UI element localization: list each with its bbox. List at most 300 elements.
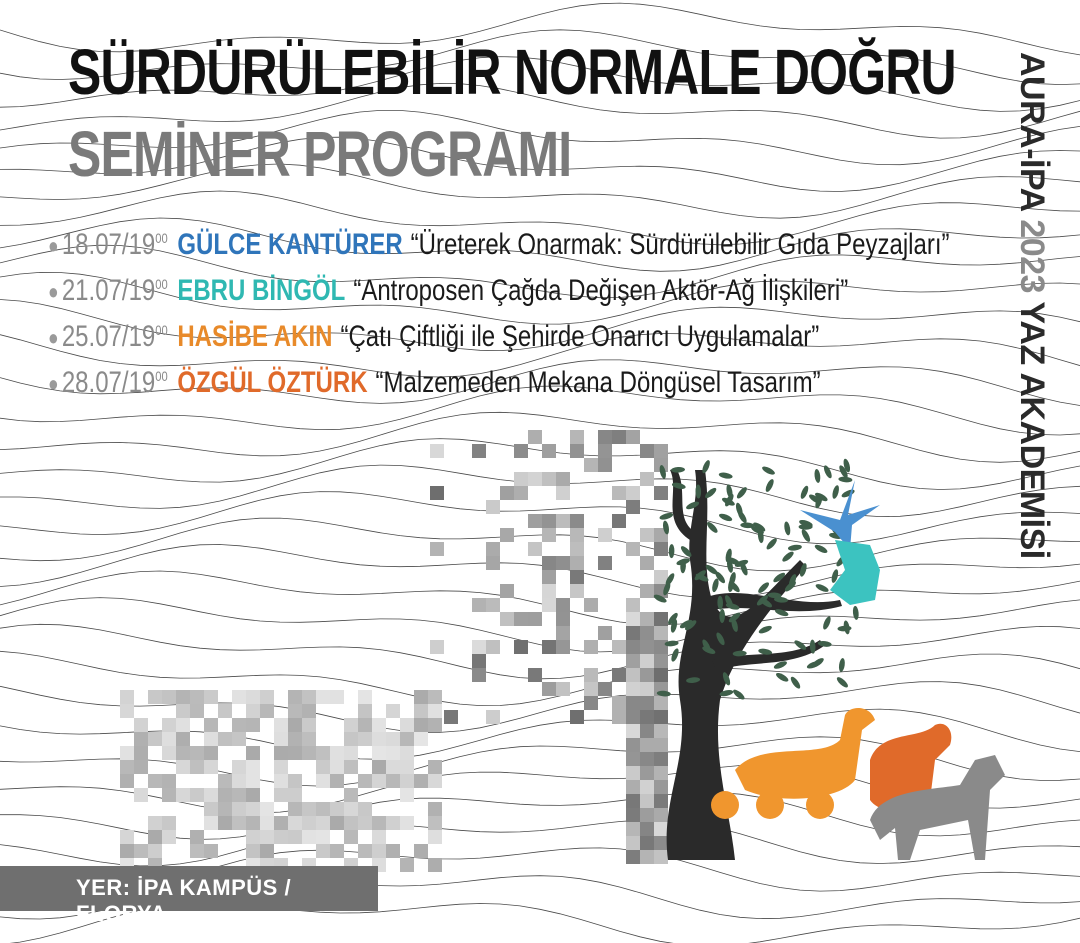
pixel-block [542,640,556,654]
pixel-block [640,738,654,752]
pixel-block [246,774,260,788]
pixel-block [414,690,428,704]
pixel-block [626,724,640,738]
pixel-block [640,472,654,486]
pixel-block [316,774,330,788]
pixel-block [598,458,612,472]
pixel-block [246,816,260,830]
pixel-block [302,746,316,760]
pixel-block [444,710,458,724]
pixel-block [654,570,668,584]
pixel-block [148,830,162,844]
pixel-block [372,732,386,746]
pixel-block [204,718,218,732]
pixel-block [640,640,654,654]
pixel-block [204,690,218,704]
pixel-block [528,542,542,556]
leaf [711,578,720,593]
leaf [765,537,779,551]
pixel-block [556,556,570,570]
pixel-block [514,612,528,626]
leaf [831,485,840,500]
pixel-block [400,858,414,872]
pixel-block [274,816,288,830]
pixel-block [514,640,528,654]
pixel-block [232,774,246,788]
pixel-block [400,774,414,788]
pixel-block [584,598,598,612]
pixel-block [344,718,358,732]
pixel-block [246,760,260,774]
pixel-block [120,774,134,788]
pixel-block [288,746,302,760]
pixel-block [428,690,442,704]
pixel-block [260,704,274,718]
page-subtitle: SEMİNER PROGRAMI [68,118,572,190]
pixel-block [542,528,556,542]
pixel-block [542,444,556,458]
blue-bird-icon [800,480,880,550]
pixel-block [148,690,162,704]
pixel-block [414,774,428,788]
leaf [814,469,821,484]
pixel-block [626,766,640,780]
pixel-block [556,472,570,486]
pixel-block [598,626,612,640]
pixel-block [584,640,598,654]
pixel-block [288,732,302,746]
pixel-block [260,844,274,858]
pixel-block [344,830,358,844]
pixel-block [120,704,134,718]
pixel-block [626,836,640,850]
pixel-block [246,718,260,732]
pixel-block [640,626,654,640]
pixel-block [584,682,598,696]
page-title: SÜRDÜRÜLEBİLİR NORMALE DOĞRU [68,36,956,108]
pixel-block [654,542,668,556]
pixel-block [626,486,640,500]
pixel-block [120,760,134,774]
pixel-block [626,542,640,556]
pixel-block [148,732,162,746]
pixel-block [654,444,668,458]
pixel-block [386,732,400,746]
pixel-block [190,690,204,704]
pixel-block [344,746,358,760]
pixel-block [232,802,246,816]
list-item [48,307,1080,353]
pixel-block [260,816,274,830]
pixel-block [542,682,556,696]
pixel-block [302,732,316,746]
pixel-block [654,612,668,626]
pixel-block [302,718,316,732]
pixel-block [176,732,190,746]
pixel-block [514,444,528,458]
pixel-block [570,584,584,598]
pixel-block [162,816,176,830]
pixel-block [288,690,302,704]
pixel-block [612,514,626,528]
pixel-block [640,836,654,850]
pixel-block [570,528,584,542]
pixel-block [218,774,232,788]
pixel-block [500,584,514,598]
pixel-block [570,514,584,528]
session-speaker: EBRU BİNGÖL [177,274,346,307]
pixel-block [654,752,668,766]
pixel-block [344,732,358,746]
pixel-block [134,760,148,774]
pixel-block [400,746,414,760]
pixel-block [260,690,274,704]
leaf [764,478,775,493]
pixel-block [556,626,570,640]
bullet-icon: ● [48,233,59,259]
pixel-block [260,802,274,816]
pixel-block [232,788,246,802]
leaf [718,512,733,522]
leaf [761,465,776,476]
pixel-block [316,690,330,704]
pixel-block [584,696,598,710]
pixel-block [288,788,302,802]
pixel-block [528,430,542,444]
pixel-block [472,668,486,682]
pixel-block [162,774,176,788]
session-date: 28.07/19 [61,366,156,399]
session-time: 00 [155,322,168,338]
pixel-block [190,746,204,760]
pixel-block [162,746,176,760]
pixel-block [428,802,442,816]
pixel-block [428,774,442,788]
pixel-block [528,668,542,682]
pixel-block [640,556,654,570]
pixel-block [134,732,148,746]
pixel-block [626,654,640,668]
pixel-block [148,774,162,788]
pixel-block [584,458,598,472]
pixel-block [386,774,400,788]
pixel-block [302,830,316,844]
pixel-block [612,430,626,444]
pixel-block [612,696,626,710]
pixel-block [232,732,246,746]
pixel-block [162,788,176,802]
pixel-block [654,794,668,808]
pixel-block [120,830,134,844]
pixel-block [316,816,330,830]
pixel-block [528,612,542,626]
pixel-block [640,766,654,780]
venue-label: YER: İPA KAMPÜS / FLORYA [76,875,292,926]
pixel-block [344,760,358,774]
pixel-block [430,542,444,556]
pixel-block [386,760,400,774]
pixel-block [176,788,190,802]
pixel-block [654,780,668,794]
pixel-block [430,444,444,458]
pixel-block [612,486,626,500]
pixel-block [640,682,654,696]
pixel-block [218,816,232,830]
pixel-block [570,710,584,724]
pixel-block [612,710,626,724]
pixel-block [330,844,344,858]
leaf [815,583,830,594]
pixel-block [640,528,654,542]
pixel-block [330,816,344,830]
pixel-block [288,718,302,732]
leaf [799,524,813,530]
pixel-block [500,528,514,542]
pixel-block [640,794,654,808]
pixel-block [654,654,668,668]
leaf [659,512,674,521]
pixel-block [386,816,400,830]
pixel-block [176,760,190,774]
pixel-block [358,718,372,732]
session-talk: “Malzemeden Mekana Döngüsel Tasarım” [375,366,821,399]
pixel-block [556,514,570,528]
pixel-block [514,486,528,500]
pixel-block [542,598,556,612]
pixel-block [372,760,386,774]
leaf [758,624,773,635]
pixel-block [472,598,486,612]
pixel-block [654,850,668,864]
pixel-block [640,822,654,836]
pixel-block [190,788,204,802]
pixel-block [120,746,134,760]
pixel-block [654,696,668,710]
pixel-block [654,486,668,500]
pixel-block [542,556,556,570]
pixel-block [386,844,400,858]
pixel-block [598,528,612,542]
session-time: 00 [155,368,168,384]
pixelated-animals [120,690,442,872]
pixel-block [232,760,246,774]
pixel-block [260,830,274,844]
pixel-block [400,816,414,830]
pixel-block [162,690,176,704]
pixel-block [120,690,134,704]
pixel-block [486,640,500,654]
pixel-block [626,696,640,710]
session-time: 00 [155,230,168,246]
pixel-block [190,760,204,774]
pixel-block [626,500,640,514]
session-date: 18.07/19 [61,228,156,261]
pixel-block [640,808,654,822]
pixel-block [344,788,358,802]
session-talk: “Çatı Çiftliği ile Şehirde Onarıcı Uygulamalar” [340,320,820,353]
pixel-block [288,704,302,718]
pixel-block [246,830,260,844]
pixel-block [486,598,500,612]
pixel-block [570,556,584,570]
leaf [669,544,675,558]
session-talk: “Üreterek Onarmak: Sürdürülebilir Gıda Peyzajları” [410,228,950,261]
leaf [781,550,795,563]
pixel-block [148,844,162,858]
pixel-block [274,746,288,760]
pixel-block [176,718,190,732]
leaf [799,485,810,500]
leaf [841,488,856,499]
pixel-block [472,444,486,458]
pixel-block [316,830,330,844]
pixel-block [626,794,640,808]
pixel-block [162,718,176,732]
pixelated-tree-half [430,430,668,864]
pixel-block [640,612,654,626]
pixel-block [626,738,640,752]
pixel-block [288,816,302,830]
pixel-block [330,746,344,760]
pixel-block [626,808,640,822]
pixel-block [556,612,570,626]
pixel-block [176,704,190,718]
pixel-block [274,732,288,746]
bullet-icon: ● [48,371,59,397]
pixel-block [640,724,654,738]
pixel-block [570,570,584,584]
venue-banner [0,866,378,926]
pixel-block [654,766,668,780]
pixel-block [176,690,190,704]
pixel-block [486,710,500,724]
pixel-block [570,542,584,556]
pixel-block [316,802,330,816]
pixel-block [288,830,302,844]
pixel-block [246,746,260,760]
pixel-block [428,858,442,872]
pixel-block [626,430,640,444]
pixel-block [204,760,218,774]
pixel-block [134,746,148,760]
pixel-block [514,472,528,486]
session-date: 25.07/19 [61,320,156,353]
pixel-block [528,514,542,528]
pixel-block [414,704,428,718]
pixel-block [414,844,428,858]
pixel-block [316,760,330,774]
pixel-block [626,752,640,766]
pixel-block [528,472,542,486]
leaf [732,688,746,701]
pixel-block [430,486,444,500]
pixel-block [134,718,148,732]
pixel-block [626,668,640,682]
pixel-block [626,710,640,724]
session-talk: “Antroposen Çağda Değişen Aktör-Ağ İlişkileri” [353,274,849,307]
pixel-block [218,788,232,802]
pixel-block [428,718,442,732]
pixel-block [204,732,218,746]
pixel-block [626,682,640,696]
pixel-block [274,788,288,802]
pixel-block [626,850,640,864]
pixel-block [358,816,372,830]
pixel-block [232,690,246,704]
pixel-block [400,718,414,732]
pixel-block [500,612,514,626]
pixel-block [626,626,640,640]
pixel-block [386,704,400,718]
session-speaker: ÖZGÜL ÖZTÜRK [177,366,368,399]
pixel-block [358,732,372,746]
leaf [852,606,859,621]
pixel-block [472,654,486,668]
pixel-block [400,760,414,774]
pixel-block [134,844,148,858]
pixel-block [372,830,386,844]
pixel-block [400,732,414,746]
bullet-icon: ● [48,325,59,351]
org-label: AURA-İPA [1013,52,1051,211]
pixel-block [176,746,190,760]
leaf [835,676,849,690]
pixel-block [542,570,556,584]
leaf [775,671,790,683]
pixel-block [626,612,640,626]
pixel-block [204,844,218,858]
pixel-block [414,732,428,746]
session-speaker: GÜLCE KANTÜRER [177,228,403,261]
pixel-block [358,844,372,858]
pixel-block [204,746,218,760]
pixel-block [640,710,654,724]
pixel-block [302,802,316,816]
pixel-block [556,486,570,500]
leaf [705,520,719,534]
pixel-block [120,844,134,858]
seminar-program-list [48,215,1080,399]
pixel-block [486,556,500,570]
pixel-block [316,844,330,858]
pixel-block [190,844,204,858]
pixel-block [654,836,668,850]
pixel-block [372,746,386,760]
pixel-block [316,746,330,760]
pixel-block [358,690,372,704]
pixel-block [246,788,260,802]
pixel-block [274,760,288,774]
year-label: 2023 [1013,219,1051,294]
pixel-block [430,640,444,654]
pixel-block [598,682,612,696]
pixel-block [246,704,260,718]
pixel-block [218,732,232,746]
pixel-block [372,844,386,858]
pixel-block [134,788,148,802]
pixel-block [654,822,668,836]
pixel-block [148,816,162,830]
pixel-block [274,718,288,732]
pixel-block [626,640,640,654]
pixel-block [204,816,218,830]
pixel-block [640,444,654,458]
pixel-block [428,830,442,844]
pixel-block [246,802,260,816]
pixel-block [598,556,612,570]
pixel-block [640,654,654,668]
pixel-block [556,682,570,696]
